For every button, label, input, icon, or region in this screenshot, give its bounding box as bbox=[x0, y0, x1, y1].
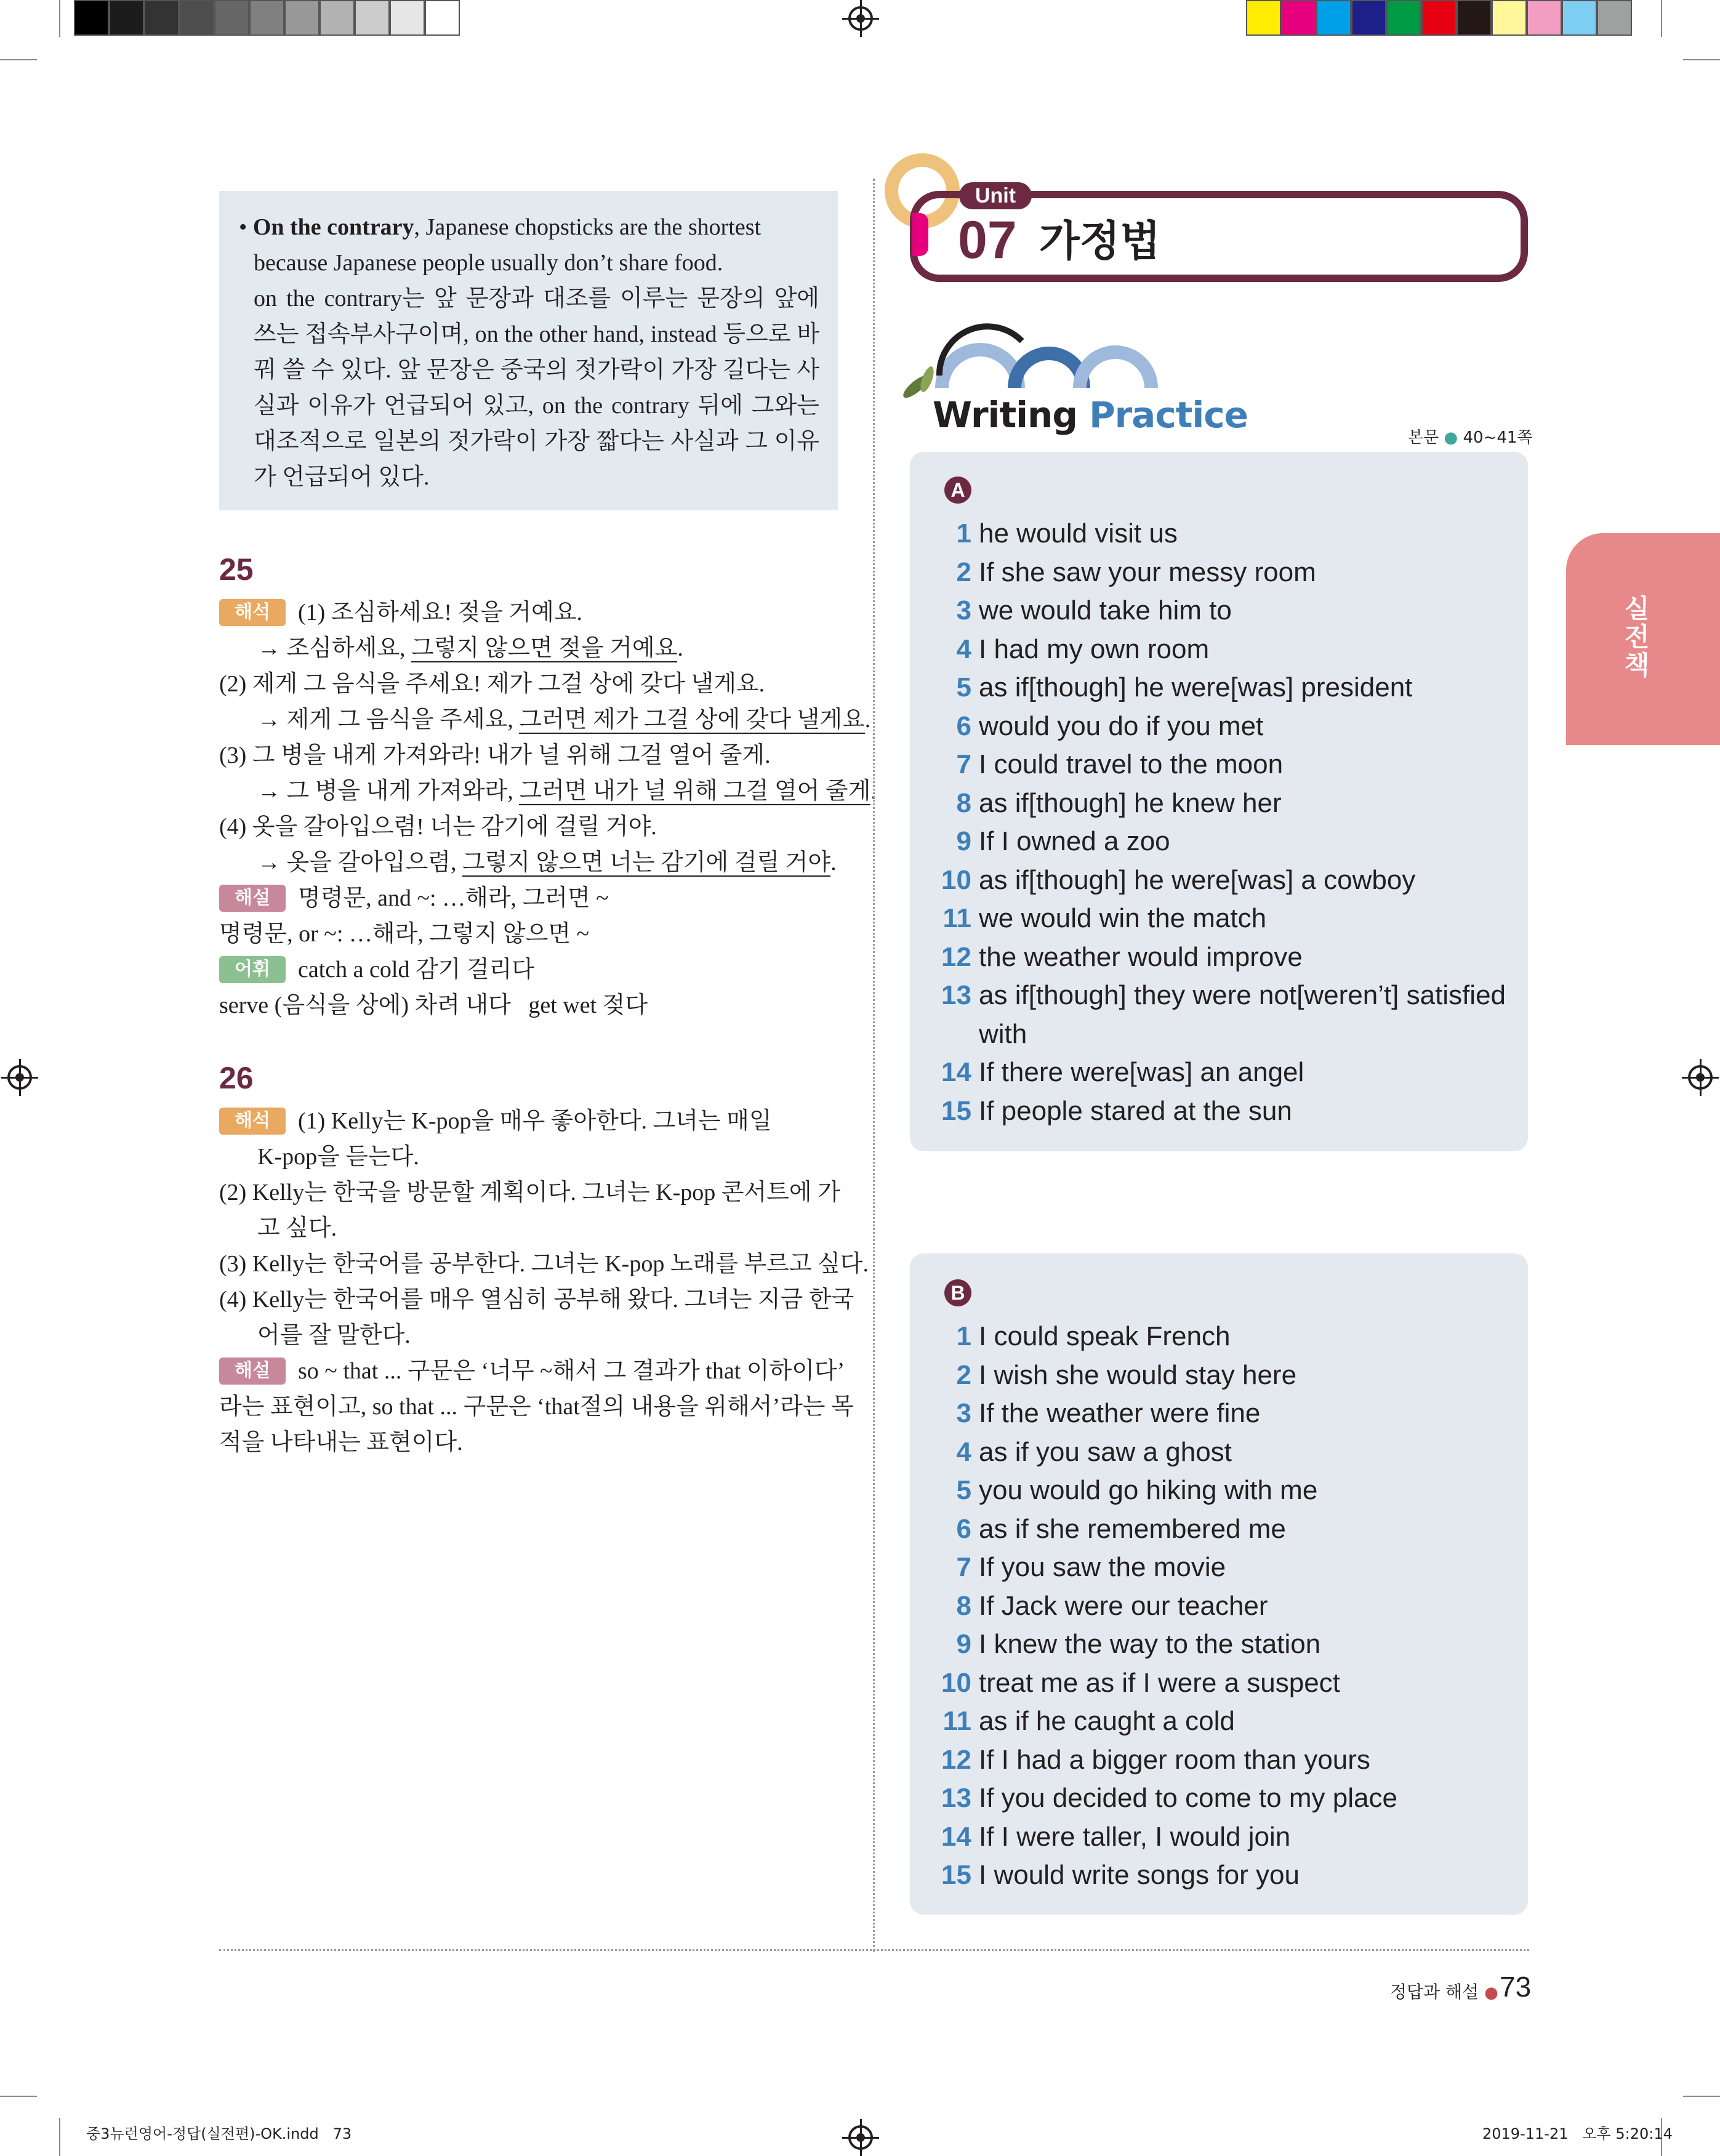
q25-answer-2: → 제게 그 음식을 주세요, 그러면 제가 그걸 상에 갖다 낼게요. bbox=[257, 707, 871, 733]
q25-translation-4: (4) 옷을 갈아입으렴! 너는 감기에 걸릴 거야. bbox=[219, 814, 657, 840]
column-divider bbox=[873, 179, 875, 1952]
commentary-tag: 해설 bbox=[219, 1358, 286, 1385]
textbook-page-reference: 본문 ● 40~41쪽 bbox=[1408, 428, 1533, 447]
q25-translation-1: 해석 (1) 조심하세요! 젖을 거예요. bbox=[219, 595, 582, 630]
q25-answer-4: → 옷을 갈아입으렴, 그렇지 않으면 너는 감기에 걸릴 거야. bbox=[257, 850, 837, 875]
writing-practice-logo-icon bbox=[886, 320, 1194, 406]
color-swatch bbox=[1562, 0, 1597, 36]
vocabulary-tag: 어휘 bbox=[219, 956, 286, 983]
translation-tag: 해석 bbox=[219, 1108, 286, 1135]
answer-item bbox=[936, 1057, 1304, 1088]
footer-label: 정답과 해설 ● bbox=[1390, 1982, 1498, 2002]
answer-text: treat me as if I were a suspect bbox=[979, 1667, 1340, 1698]
q26-translation-4: (4) Kelly는 한국어를 매우 열심히 공부해 왔다. 그녀는 지금 한국 bbox=[219, 1287, 854, 1313]
color-swatch bbox=[319, 0, 355, 36]
side-tab-label: 실전책 bbox=[1620, 595, 1650, 680]
q25-translation-2: (2) 제게 그 음식을 주세요! 제가 그걸 상에 갖다 낼게요. bbox=[219, 671, 765, 697]
q26-translation-3: (3) Kelly는 한국어를 공부한다. 그녀는 K-pop 노래를 부르고 싶다. bbox=[219, 1251, 869, 1277]
answer-text: as if[though] he were[was] a cowboy bbox=[979, 864, 1416, 895]
answer-text: the weather would improve bbox=[979, 941, 1303, 972]
answer-text: If I had a bigger room than yours bbox=[979, 1744, 1370, 1775]
answer-item bbox=[936, 1096, 1292, 1127]
answer-text: If she saw your messy room bbox=[979, 557, 1316, 587]
answer-text: If the weather were fine bbox=[979, 1398, 1261, 1428]
answer-number: 7 bbox=[956, 749, 971, 779]
answer-item bbox=[936, 711, 1263, 742]
answer-text: If I were taller, I would join bbox=[979, 1821, 1291, 1852]
q25-answer-1: → 조심하세요, 그렇지 않으면 젖을 거예요. bbox=[257, 635, 683, 661]
answer-item bbox=[936, 980, 1506, 1011]
answer-item bbox=[936, 1360, 1296, 1391]
answer-text: If you decided to come to my place bbox=[979, 1783, 1397, 1813]
color-swatch bbox=[214, 0, 249, 36]
answer-number: 1 bbox=[956, 518, 971, 549]
answer-item bbox=[936, 1475, 1317, 1506]
answer-item bbox=[936, 557, 1316, 588]
answer-number: 7 bbox=[956, 1552, 971, 1582]
q26-translation-1b: K-pop을 듣는다. bbox=[257, 1144, 419, 1170]
answer-item bbox=[936, 1629, 1320, 1660]
footer-divider bbox=[219, 1949, 1529, 1951]
answer-item bbox=[936, 903, 1266, 934]
color-swatch bbox=[425, 0, 460, 36]
answer-text: as if[though] they were not[weren’t] satisfied bbox=[979, 980, 1506, 1010]
registration-mark-icon bbox=[7, 1065, 32, 1090]
crop-mark bbox=[1683, 59, 1720, 60]
crop-mark bbox=[0, 2096, 37, 2097]
answer-number: 11 bbox=[942, 903, 971, 933]
answer-number: 4 bbox=[956, 634, 971, 664]
side-index-tab bbox=[1566, 533, 1720, 745]
answer-number: 8 bbox=[956, 1590, 971, 1621]
color-swatch bbox=[284, 0, 319, 36]
color-swatch bbox=[74, 0, 109, 36]
answer-item bbox=[936, 1668, 1340, 1699]
answer-text: he would visit us bbox=[979, 518, 1178, 549]
color-swatch bbox=[355, 0, 390, 36]
answer-text: I could speak French bbox=[979, 1321, 1231, 1351]
answer-number: 3 bbox=[956, 595, 971, 625]
q25-vocab-2: serve (음식을 상에) 차려 내다 get wet 젖다 bbox=[219, 992, 648, 1018]
answer-number: 6 bbox=[956, 1513, 971, 1544]
answer-number: 13 bbox=[941, 980, 971, 1010]
q25-vocab-1: 어휘 catch a cold 감기 걸리다 bbox=[219, 952, 534, 987]
answer-text: I had my own room bbox=[979, 634, 1210, 664]
answer-item bbox=[936, 1783, 1397, 1814]
color-swatch bbox=[1457, 0, 1492, 36]
answer-number: 12 bbox=[941, 1744, 971, 1775]
answer-text: I wish she would stay here bbox=[979, 1359, 1297, 1390]
answer-text: as if[though] he were[was] president bbox=[979, 672, 1413, 702]
answer-item bbox=[936, 1321, 1230, 1352]
answer-text: If Jack were our teacher bbox=[979, 1590, 1268, 1621]
section-title: Writing Practice bbox=[933, 394, 1248, 436]
answer-text: we would win the match bbox=[979, 903, 1267, 933]
registration-mark-icon bbox=[848, 6, 873, 31]
answer-number: 11 bbox=[942, 1706, 971, 1736]
answer-number: 14 bbox=[941, 1057, 971, 1087]
answer-item bbox=[936, 1514, 1286, 1545]
answer-item bbox=[936, 1398, 1260, 1429]
crop-mark bbox=[59, 2118, 60, 2156]
color-swatch bbox=[249, 0, 284, 36]
q26-commentary-2: 라는 표현이고, so that ... 구문은 ‘that절의 내용을 위해서’라는 목 bbox=[219, 1394, 854, 1420]
answer-number: 8 bbox=[956, 787, 971, 818]
answer-item bbox=[936, 634, 1209, 665]
q25-answer-3: → 그 병을 내게 가져와라, 그러면 내가 널 위해 그걸 열어 줄게. bbox=[257, 778, 877, 804]
crop-mark bbox=[1661, 0, 1662, 37]
q25-commentary-1: 해설 명령문, and ~: …해라, 그러면 ~ bbox=[219, 880, 609, 916]
commentary-tag: 해설 bbox=[219, 885, 286, 912]
answer-number: 12 bbox=[941, 941, 971, 972]
answer-number: 15 bbox=[941, 1860, 971, 1890]
answer-item bbox=[936, 595, 1232, 626]
answer-text: as if she remembered me bbox=[979, 1513, 1286, 1544]
answer-item bbox=[936, 865, 1415, 896]
color-swatch bbox=[1492, 0, 1527, 36]
answer-item bbox=[936, 749, 1283, 780]
answer-number: 6 bbox=[956, 710, 971, 741]
q26-translation-1: 해석 (1) Kelly는 K-pop을 매우 좋아한다. 그녀는 매일 bbox=[219, 1103, 772, 1139]
answer-number: 13 bbox=[941, 1783, 971, 1813]
color-swatch bbox=[1281, 0, 1316, 36]
answer-number: 5 bbox=[956, 672, 971, 702]
q25-translation-3: (3) 그 병을 내게 가져와라! 내가 널 위해 그걸 열어 줄게. bbox=[219, 742, 771, 768]
unit-number: 07 bbox=[958, 211, 1017, 270]
answer-item bbox=[936, 826, 1170, 857]
color-swatch bbox=[109, 0, 144, 36]
color-swatch bbox=[1386, 0, 1421, 36]
question-number-26: 26 bbox=[219, 1061, 254, 1095]
answer-number: 3 bbox=[956, 1398, 971, 1428]
color-swatch bbox=[179, 0, 214, 36]
question-number-25: 25 bbox=[219, 552, 254, 587]
q25-commentary-2: 명령문, or ~: …해라, 그렇지 않으면 ~ bbox=[219, 921, 590, 947]
answer-item bbox=[936, 1860, 1300, 1891]
answer-number: 1 bbox=[956, 1321, 971, 1351]
answer-number: 2 bbox=[956, 557, 971, 587]
answer-item bbox=[936, 1745, 1370, 1776]
unit-title: 가정법 bbox=[1039, 217, 1161, 266]
answer-text: If you saw the movie bbox=[979, 1552, 1226, 1582]
registration-mark-icon bbox=[848, 2125, 873, 2150]
answer-number: 10 bbox=[941, 1667, 971, 1698]
answer-item bbox=[936, 1706, 1235, 1737]
crop-mark bbox=[0, 59, 37, 60]
answer-number: 9 bbox=[956, 826, 971, 856]
note-sentence-line2: because Japanese people usually don’t share food. bbox=[254, 250, 723, 276]
registration-mark-icon bbox=[1688, 1065, 1713, 1090]
color-swatch bbox=[1597, 0, 1632, 36]
part-a-badge: A bbox=[944, 477, 971, 504]
q26-translation-4b: 어를 잘 말한다. bbox=[257, 1322, 411, 1348]
answer-item bbox=[936, 788, 1282, 819]
answer-text: as if he caught a cold bbox=[979, 1706, 1235, 1736]
answer-item bbox=[936, 942, 1303, 973]
q26-commentary-3: 적을 나타내는 표현이다. bbox=[219, 1430, 463, 1455]
answer-number: 14 bbox=[941, 1821, 971, 1852]
color-swatch bbox=[1246, 0, 1281, 36]
answer-item bbox=[936, 672, 1412, 703]
color-swatch bbox=[1527, 0, 1562, 36]
answer-text: I would write songs for you bbox=[979, 1860, 1300, 1890]
color-swatch bbox=[1351, 0, 1386, 36]
answer-text: we would take him to bbox=[979, 595, 1232, 625]
answer-text: If people stared at the sun bbox=[979, 1095, 1292, 1126]
unit-label: Unit bbox=[959, 182, 1032, 209]
file-slug: 중3뉴런영어-정답(실전편)-OK.indd 73 bbox=[86, 2125, 352, 2142]
color-swatch bbox=[1316, 0, 1351, 36]
answer-text: with bbox=[979, 1018, 1027, 1049]
explanation-note-box bbox=[219, 191, 838, 510]
q26-translation-2: (2) Kelly는 한국을 방문할 계획이다. 그녀는 K-pop 콘서트에 가 bbox=[219, 1180, 840, 1205]
answer-text: I knew the way to the station bbox=[979, 1629, 1321, 1659]
q26-commentary-1: 해설 so ~ that ... 구문은 ‘너무 ~해서 그 결과가 that 이하이다’ bbox=[219, 1353, 845, 1389]
answer-text: as if[though] he knew her bbox=[979, 787, 1282, 818]
answer-number: 10 bbox=[941, 864, 971, 895]
answer-number: 2 bbox=[956, 1359, 971, 1390]
answer-text: If I owned a zoo bbox=[979, 826, 1170, 856]
answer-item bbox=[936, 1019, 1027, 1050]
answer-number: 9 bbox=[956, 1629, 971, 1659]
answer-box-b bbox=[910, 1253, 1528, 1915]
answer-text: you would go hiking with me bbox=[979, 1475, 1318, 1505]
part-b-badge: B bbox=[944, 1279, 971, 1306]
translation-tag: 해석 bbox=[219, 599, 286, 626]
answer-number: 5 bbox=[956, 1475, 971, 1505]
unit-accent-bar bbox=[912, 213, 928, 256]
answer-text: I could travel to the moon bbox=[979, 749, 1284, 779]
answer-item bbox=[936, 518, 1178, 549]
color-swatch bbox=[390, 0, 425, 36]
answer-text: If there were[was] an angel bbox=[979, 1057, 1304, 1087]
crop-mark bbox=[59, 0, 60, 37]
answer-item bbox=[936, 1437, 1232, 1468]
note-bold-phrase: On the contrary bbox=[252, 214, 414, 240]
color-swatch bbox=[144, 0, 179, 36]
answer-text: as if you saw a ghost bbox=[979, 1436, 1232, 1467]
page-number: 73 bbox=[1500, 1971, 1532, 2003]
answer-text: would you do if you met bbox=[979, 710, 1264, 741]
answer-item bbox=[936, 1591, 1268, 1622]
q26-translation-2b: 고 싶다. bbox=[257, 1215, 337, 1241]
answer-item bbox=[936, 1552, 1226, 1583]
answer-item bbox=[936, 1822, 1290, 1852]
crop-mark bbox=[1683, 2096, 1720, 2097]
timestamp-slug: 2019-11-21 오후 5:20:14 bbox=[1482, 2125, 1673, 2142]
note-explanation: on the contrary는 앞 문장과 대조를 이루는 문장의 앞에 쓰는 접속부사구이며, on the other hand, instead 등으로 바꿔 쓸 수 있다. 앞 문장은 중국의 젓가락이 가장 길다는 사실과 이유가 언급되어 있고, on the contrary 뒤에 그와는 대조적으로 일본의 젓가락이 가장 짧다는 사실과 그 이유가 언급되어 있다. bbox=[254, 286, 819, 490]
answer-number: 4 bbox=[956, 1436, 971, 1467]
answer-number: 15 bbox=[941, 1095, 971, 1126]
color-swatch bbox=[1421, 0, 1457, 36]
note-sentence: • On the contrary, Japanese chopsticks are the shortest bbox=[239, 214, 762, 240]
